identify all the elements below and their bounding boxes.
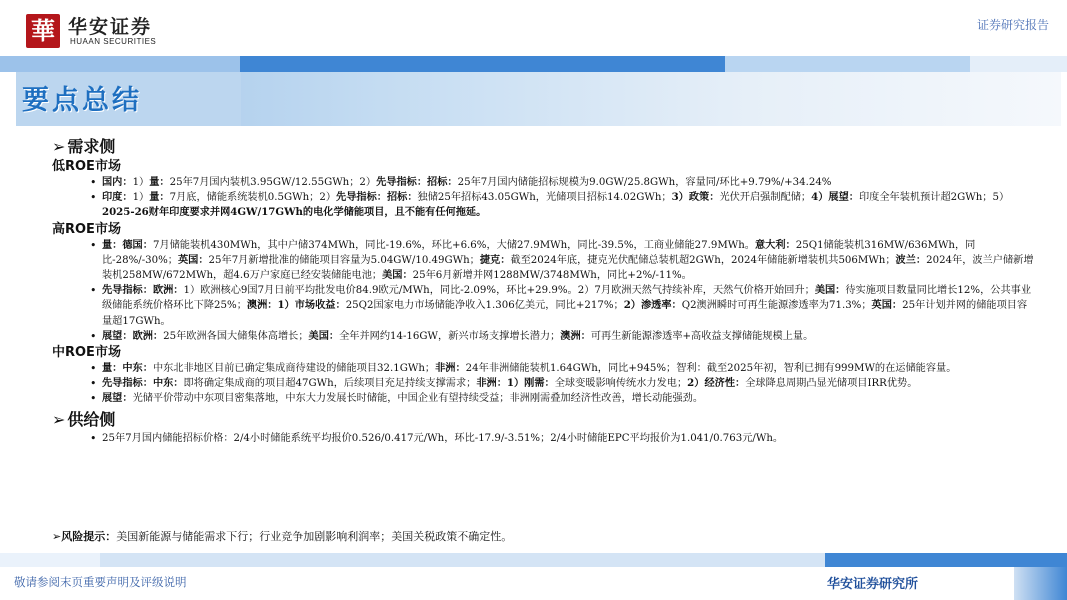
list-item bbox=[102, 175, 1037, 190]
list-item bbox=[102, 391, 1037, 406]
bold-run: 英国： bbox=[177, 253, 209, 266]
list-item bbox=[102, 238, 1037, 284]
bold-run: 美国： bbox=[382, 269, 413, 282]
text-run: Q2澳洲瞬时可再生能源渗透率为71.3%； bbox=[681, 300, 872, 312]
bold-run: 意大利： bbox=[755, 238, 796, 251]
list-item bbox=[102, 376, 1037, 391]
bold-run: 德国： bbox=[122, 238, 153, 251]
text-run: 可再生新能源渗透率+高收益支撑储能规模上量。 bbox=[590, 330, 814, 342]
logo-glyph: 華 bbox=[31, 17, 55, 45]
footer-brand: 华安证券研究所 bbox=[827, 577, 919, 592]
text-run: 25年7月国内储能招标规模为9.0GW/25.8GWh，容量同/环比+9.79%/+34.24% bbox=[457, 177, 832, 188]
mid-roe-label: 中ROE市场 bbox=[52, 345, 121, 361]
bold-run: 美国： bbox=[308, 329, 340, 342]
bold-run: 先导指标： bbox=[376, 176, 428, 188]
logo-en-text: HUAAN SECURITIES bbox=[70, 37, 157, 46]
bold-run: 中东： bbox=[122, 362, 153, 375]
footer-accent-block bbox=[1014, 567, 1067, 600]
bold-run: 量： bbox=[149, 176, 170, 188]
bold-run: 招标： bbox=[386, 191, 418, 204]
text-run: 即将确定集成商的项目超47GWh，后续项目充足持续支撑需求； bbox=[183, 378, 477, 390]
bold-run: 澳洲： bbox=[560, 329, 591, 342]
text-run: 待实施项目数量同比增长12%，公共事业级储能系统价格环比下降25%； bbox=[102, 285, 1032, 312]
low-roe-label: 低ROE市场 bbox=[52, 159, 121, 174]
bold-run: 展望： bbox=[102, 329, 133, 342]
text-run: 7月储能装机430MWh，其中户储374MWh，同比-19.6%，环比+6.6%，大储27.9MWh，同比-39.5%，工商业储能27.9MWh。 bbox=[152, 239, 755, 251]
arrow-icon: ➢ bbox=[52, 530, 62, 543]
low-roe-list bbox=[52, 175, 1037, 221]
text-run: 2024年，波兰户储新增装机258MW/672MWh，超4.6万户家庭已经安装储能电池； bbox=[102, 254, 1034, 282]
supply-list bbox=[52, 431, 1037, 446]
text-run: 全球降息周期凸显光储项目IRR优势。 bbox=[745, 378, 918, 390]
text-run: 全球变暖影响传统水力发电； bbox=[554, 378, 688, 390]
text-run: 独储25年招标43.05GWh，光储项目招标14.02GWh； bbox=[417, 192, 672, 204]
bold-run: 捷克： bbox=[479, 253, 511, 266]
bold-run: 先导指标： bbox=[102, 377, 153, 390]
high-roe-label: 高ROE市场 bbox=[52, 221, 121, 237]
text-run: 25Q1储能装机316MW/636MWh，同比-28%/-30%； bbox=[102, 239, 976, 266]
footer-band bbox=[0, 553, 1067, 567]
title-banner bbox=[16, 72, 1061, 126]
risk-text: 美国新能源与储能需求下行；行业竞争加剧影响利润率；美国关税政策不确定性。 bbox=[116, 530, 513, 543]
arrow-icon: ➢ bbox=[52, 409, 66, 429]
bold-run: 2025-26财年印度要求并网4GW/17GWh的电化学储能项目，且不能有任何拖延。 bbox=[102, 206, 487, 219]
list-item bbox=[102, 431, 1037, 446]
bold-run: 中东： bbox=[152, 377, 184, 390]
bold-run: 波兰： bbox=[895, 253, 927, 266]
text-run: 全年并网约14-16GW，新兴市场支撑增长潜力； bbox=[339, 330, 561, 342]
risk-note bbox=[52, 528, 512, 544]
bold-run: 非洲： bbox=[435, 362, 466, 375]
bold-run: 欧洲： bbox=[152, 284, 184, 297]
brand-logo bbox=[26, 14, 60, 48]
text-run: 25年7月国内装机3.95GW/12.55GWh；2） bbox=[169, 177, 377, 188]
bold-run: 国内： bbox=[102, 176, 133, 188]
demand-heading: ➢ 需求侧 bbox=[52, 137, 116, 156]
list-item bbox=[102, 190, 1037, 220]
text-run: 25年6月新增并网1288MW/3748MWh，同比+2%/-11%。 bbox=[412, 270, 692, 282]
risk-label: 风险提示： bbox=[61, 530, 117, 543]
text-run: 7月底，储能系统装机0.5GWh；2） bbox=[169, 192, 337, 204]
text-run: 24年非洲储能装机1.64GWh，同比+945%；智利：截至2025年初，智利已拥有999MW的在运储能容量。 bbox=[465, 363, 957, 375]
bold-run: 先导指标： bbox=[102, 284, 153, 297]
page-title: 要点总结 bbox=[22, 85, 142, 116]
text-run: 25Q2国家电力市场储能净收入1.306亿美元，同比+217%； bbox=[345, 300, 624, 312]
logo-cn-text: 华安证券 bbox=[68, 16, 153, 38]
text-run: 截至2024年底，捷克光伏配储总装机超2GWh，2024年储能新增装机共506MWh； bbox=[510, 254, 896, 266]
header-band bbox=[0, 56, 1067, 72]
text-run: 25年7月新增批准的储能项目容量为5.04GW/10.49GWh； bbox=[208, 254, 480, 266]
text-run: 光伏开启强制配储； bbox=[719, 192, 812, 204]
bold-run: 欧洲： bbox=[132, 329, 164, 342]
bold-run: 英国： bbox=[871, 299, 903, 312]
bold-run: 非洲：1）刚需： bbox=[476, 377, 555, 390]
arrow-icon: ➢ bbox=[52, 137, 66, 156]
list-item bbox=[102, 329, 1037, 344]
bold-run: 招标： bbox=[427, 176, 458, 188]
list-item bbox=[102, 283, 1037, 329]
text-run: 光储平价带动中东项目密集落地，中东大力发展长时储能，中国企业有望持续受益；非洲刚需叠加经济性改善，增长动能强劲。 bbox=[132, 393, 704, 405]
footer-disclaimer: 敬请参阅末页重要声明及评级说明 bbox=[14, 575, 187, 589]
bold-run: 先导指标： bbox=[336, 191, 387, 204]
bold-run: 美国： bbox=[814, 284, 846, 297]
bold-run: 澳洲：1）市场收益： bbox=[246, 299, 346, 312]
text-run: 1） bbox=[132, 192, 150, 204]
text-run: 1） bbox=[132, 177, 150, 188]
text-run: 25年计划并网的储能项目容量超17GWh。 bbox=[102, 300, 1028, 327]
text-run: 印度全年装机预计超2GWh；5） bbox=[858, 192, 1010, 204]
text-run: 中东北非地区目前已确定集成商待建设的储能项目32.1GWh； bbox=[152, 363, 436, 375]
supply-heading: ➢ 供给侧 bbox=[52, 409, 116, 429]
bold-run: 印度： bbox=[102, 191, 133, 204]
bold-run: 量： bbox=[102, 238, 123, 251]
text-run: 25年欧洲各国大储集体高增长； bbox=[163, 330, 309, 342]
high-roe-list bbox=[52, 238, 1037, 344]
bold-run: 2）渗透率： bbox=[623, 299, 682, 312]
bold-run: 量： bbox=[102, 362, 123, 375]
bold-run: 2）经济性： bbox=[687, 377, 746, 390]
bold-run: 4）展望： bbox=[811, 191, 859, 204]
bold-run: 3）政策： bbox=[671, 191, 720, 204]
bold-run: 展望： bbox=[102, 392, 133, 405]
list-item bbox=[102, 361, 1037, 376]
text-run: 1）欧洲核心9国7月日前平均批发电价84.9欧元/MWh，同比-2.09%，环比+29.9%。2）7月欧洲天然气持续补库，天然气价格开始回升； bbox=[183, 285, 815, 297]
mid-roe-list bbox=[52, 361, 1037, 407]
bold-run: 量： bbox=[149, 191, 170, 204]
report-type-tag: 证券研究报告 bbox=[976, 18, 1049, 32]
text-run: 25年7月国内储能招标价格：2/4小时储能系统平均报价0.526/0.417元/Wh，环比-17.9/-3.51%；2/4小时储能EPC平均报价为1.041/0.763元/Wh。 bbox=[102, 432, 784, 444]
main-content bbox=[52, 136, 1037, 446]
